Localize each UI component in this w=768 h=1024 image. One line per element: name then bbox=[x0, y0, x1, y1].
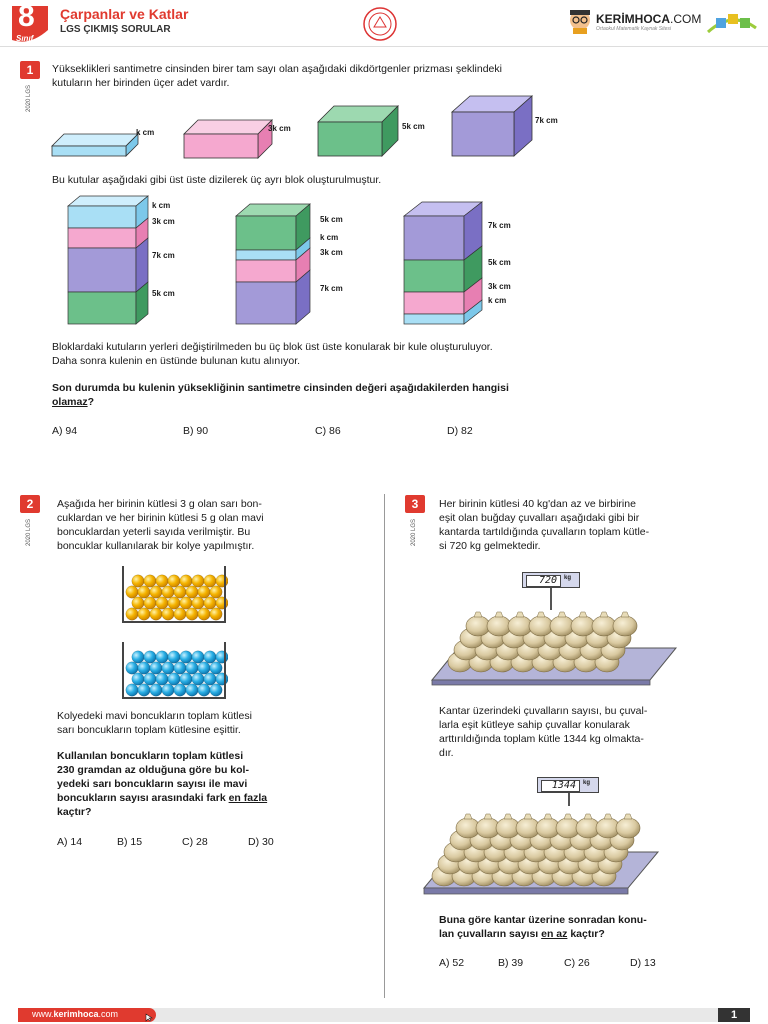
stack-3 bbox=[404, 202, 482, 324]
wheat-sack-icon bbox=[616, 814, 640, 838]
scale-display-1-value: 720 bbox=[538, 575, 557, 586]
q3-option-b[interactable]: B) 39 bbox=[498, 957, 524, 969]
bead bbox=[132, 575, 144, 587]
bead bbox=[132, 597, 144, 609]
q2-question-emphasis: en fazla bbox=[228, 792, 268, 804]
box-label-3k: 3k cm bbox=[268, 124, 291, 133]
wheat-sack-icon bbox=[571, 612, 595, 636]
bead bbox=[126, 662, 138, 674]
bead bbox=[174, 586, 186, 598]
q1-option-b[interactable]: B) 90 bbox=[183, 425, 209, 437]
q2-option-b[interactable]: B) 15 bbox=[117, 836, 143, 848]
bead bbox=[204, 651, 216, 663]
q1-question-emphasis: olamaz bbox=[52, 396, 88, 408]
header-title: Çarpanlar ve Katlar bbox=[60, 6, 189, 22]
stack3-label-5k: 5k cm bbox=[488, 258, 511, 267]
q2-line-4: boncuklar kullanılarak bir kolye yapılmıştır. bbox=[57, 540, 255, 552]
grade-number: 8 bbox=[18, 0, 35, 33]
bead bbox=[144, 597, 156, 609]
q1-desc-line2: Daha sonra kulenin en üstünde bulunan kutu alınıyor. bbox=[52, 355, 301, 367]
bead bbox=[162, 608, 174, 620]
wheat-sack-icon bbox=[550, 612, 574, 636]
question-1-year: 2020 LGS bbox=[26, 84, 32, 112]
bead bbox=[144, 651, 156, 663]
footer-url-suffix: .com bbox=[98, 1009, 119, 1019]
bead bbox=[168, 575, 180, 587]
bead bbox=[210, 586, 222, 598]
bead bbox=[210, 684, 222, 696]
bead bbox=[150, 684, 162, 696]
footer-url-prefix: www. bbox=[32, 1009, 54, 1019]
stack2-label-7k: 7k cm bbox=[320, 284, 343, 293]
bead bbox=[138, 662, 150, 674]
scale-display-2-screen bbox=[541, 780, 580, 792]
bead bbox=[150, 662, 162, 674]
brand-name bbox=[596, 12, 701, 26]
abc-blocks-icon bbox=[706, 8, 758, 36]
bead bbox=[216, 651, 228, 663]
scale-display-2-unit: kg bbox=[583, 780, 591, 786]
brand-name-main: KERİMHOCA bbox=[596, 12, 670, 26]
bead bbox=[192, 673, 204, 685]
q2-option-a[interactable]: A) 14 bbox=[57, 836, 83, 848]
q1-desc-line1: Bloklardaki kutuların yerleri değiştirilmeden bu üç blok üst üste konularak bir kule oluşturuluyor. bbox=[52, 341, 493, 353]
q3-option-c[interactable]: C) 26 bbox=[564, 957, 590, 969]
q1-boxes-figure bbox=[40, 92, 600, 164]
bead bbox=[180, 597, 192, 609]
bead bbox=[204, 575, 216, 587]
stack-1 bbox=[68, 196, 148, 324]
q3-middle-line-1: Kantar üzerindeki çuvalların sayısı, bu çuval- bbox=[439, 705, 648, 717]
scale-display-1-screen bbox=[526, 575, 561, 587]
q3-question-line-2-pre: lan çuvalların sayısı bbox=[439, 928, 542, 940]
wheat-sack-icon bbox=[613, 612, 637, 636]
q1-option-d[interactable]: D) 82 bbox=[447, 425, 473, 437]
bead bbox=[132, 673, 144, 685]
question-2-year: 2020 LGS bbox=[26, 518, 32, 546]
stack2-label-k: k cm bbox=[320, 233, 339, 242]
bead bbox=[210, 608, 222, 620]
bead bbox=[216, 575, 228, 587]
bead bbox=[150, 586, 162, 598]
teacher-mascot-icon bbox=[565, 6, 595, 36]
q3-question-emphasis: en az bbox=[541, 928, 568, 940]
q1-option-c[interactable]: C) 86 bbox=[315, 425, 341, 437]
bead bbox=[168, 651, 180, 663]
q2-after-line-1: Kolyedeki mavi boncukların toplam kütlesi bbox=[57, 710, 252, 722]
bead bbox=[204, 597, 216, 609]
box-label-5k: 5k cm bbox=[402, 122, 425, 131]
grade-label: Sınıf bbox=[16, 34, 34, 43]
question-3-year: 2020 LGS bbox=[411, 518, 417, 546]
stack1-label-7k: 7k cm bbox=[152, 251, 175, 260]
bead bbox=[198, 684, 210, 696]
bead bbox=[150, 608, 162, 620]
bead bbox=[126, 586, 138, 598]
stack-2 bbox=[236, 204, 310, 324]
bead bbox=[138, 586, 150, 598]
brand-name-suffix: .COM bbox=[670, 12, 702, 26]
bead bbox=[168, 673, 180, 685]
q1-stacks-figure bbox=[60, 194, 500, 334]
wheat-sack-icon bbox=[466, 612, 490, 636]
bead bbox=[156, 575, 168, 587]
bead bbox=[174, 608, 186, 620]
question-2-number: 2 bbox=[20, 495, 40, 513]
bead bbox=[138, 684, 150, 696]
bead bbox=[186, 608, 198, 620]
bead bbox=[162, 684, 174, 696]
q3-option-d[interactable]: D) 13 bbox=[630, 957, 656, 969]
bead bbox=[180, 673, 192, 685]
q1-question-mark: ? bbox=[87, 396, 95, 408]
q2-question-line-4 bbox=[57, 791, 267, 806]
q1-middle-text: Bu kutular aşağıdaki gibi üst üste dizilerek üç ayrı blok oluşturulmuştur. bbox=[52, 174, 382, 186]
scale-display-1-unit: kg bbox=[564, 575, 572, 581]
q2-question-line-3: yedeki sarı boncukların sayısı ile mavi bbox=[57, 778, 248, 790]
box-k bbox=[52, 134, 138, 156]
column-divider bbox=[384, 494, 385, 998]
bead bbox=[156, 673, 168, 685]
stack2-label-5k: 5k cm bbox=[320, 215, 343, 224]
header bbox=[0, 0, 768, 50]
q2-option-d[interactable]: D) 30 bbox=[248, 836, 274, 848]
q3-question-line-2 bbox=[439, 927, 605, 942]
wheat-sack-icon bbox=[487, 612, 511, 636]
footer-url[interactable] bbox=[32, 1009, 118, 1019]
box-5k bbox=[318, 106, 398, 156]
blue-beads-container bbox=[120, 640, 228, 702]
box-3k bbox=[184, 120, 272, 158]
scale-display-1 bbox=[522, 572, 580, 588]
q1-intro-line2: kutuların her birinden üçer adet vardır. bbox=[52, 77, 230, 89]
footer-url-brand: kerimhoca bbox=[53, 1009, 99, 1019]
brand-tagline: Ortaokul Matematik Kaynak Sitesi bbox=[596, 26, 672, 32]
bead bbox=[186, 662, 198, 674]
q1-intro-line1: Yükseklikleri santimetre cinsinden birer tam sayı olan aşağıdaki dikdörtgenler prizması şeklindeki bbox=[52, 63, 502, 75]
bead bbox=[132, 651, 144, 663]
bead bbox=[210, 662, 222, 674]
ministry-seal-icon bbox=[362, 6, 398, 42]
q3-middle-line-4: dır. bbox=[439, 747, 454, 759]
bead bbox=[192, 651, 204, 663]
q2-question-line-5: kaçtır? bbox=[57, 806, 92, 818]
q3-line-1: Her birinin kütlesi 40 kg'dan az ve birbirine bbox=[439, 498, 636, 510]
bead bbox=[156, 651, 168, 663]
q2-line-3: boncuklardan yeterli sayıda verilmiştir. Bu bbox=[57, 526, 251, 538]
bead bbox=[162, 662, 174, 674]
stack2-label-3k: 3k cm bbox=[320, 248, 343, 257]
bead bbox=[138, 608, 150, 620]
q3-line-4: si 720 kg gelmektedir. bbox=[439, 540, 541, 552]
bead bbox=[168, 597, 180, 609]
q1-option-a[interactable]: A) 94 bbox=[52, 425, 78, 437]
q1-question-line1: Son durumda bu kulenin yüksekliğinin santimetre cinsinden değeri aşağıdakilerden hangisi bbox=[52, 382, 509, 394]
bead bbox=[204, 673, 216, 685]
bead bbox=[144, 673, 156, 685]
stack1-label-k: k cm bbox=[152, 201, 171, 210]
scale-display-2 bbox=[537, 777, 599, 793]
bead bbox=[186, 684, 198, 696]
box-7k bbox=[452, 96, 532, 156]
q1-question-line2 bbox=[52, 395, 94, 410]
q3-middle-line-3: arttırıldığında toplam kütle 1344 kg olmakta- bbox=[439, 733, 644, 745]
q2-line-1: Aşağıda her birinin kütlesi 3 g olan sarı bon- bbox=[57, 498, 262, 510]
bead bbox=[198, 662, 210, 674]
q2-question-line-2: 230 gramdan az olduğuna göre bu kol- bbox=[57, 764, 249, 776]
bead bbox=[198, 608, 210, 620]
q2-question-line-4-text: boncukların sayısı arasındaki fark bbox=[57, 792, 229, 804]
page-number: 1 bbox=[730, 1009, 738, 1021]
box-label-k: k cm bbox=[136, 128, 155, 137]
bead bbox=[216, 597, 228, 609]
bead bbox=[126, 684, 138, 696]
q2-line-2: cuklardan ve her birinin kütlesi 5 g olan mavi bbox=[57, 512, 264, 524]
box-label-7k: 7k cm bbox=[535, 116, 558, 125]
q3-question-line-2-post: kaçtır? bbox=[567, 928, 605, 940]
header-subtitle: LGS ÇIKMIŞ SORULAR bbox=[60, 24, 171, 35]
q3-line-2: eşit olan buğday çuvalları aşağıdaki gibi bir bbox=[439, 512, 640, 524]
wheat-sack-icon bbox=[529, 612, 553, 636]
bead bbox=[174, 684, 186, 696]
stack3-label-k: k cm bbox=[488, 296, 507, 305]
bead bbox=[192, 597, 204, 609]
stack1-label-5k: 5k cm bbox=[152, 289, 175, 298]
q3-question-line-1: Buna göre kantar üzerine sonradan konu- bbox=[439, 914, 647, 926]
stack3-label-3k: 3k cm bbox=[488, 282, 511, 291]
q2-after-line-2: sarı boncukların toplam kütlesine eşittir. bbox=[57, 724, 241, 736]
bead bbox=[216, 673, 228, 685]
bead bbox=[174, 662, 186, 674]
bead bbox=[192, 575, 204, 587]
question-1-number: 1 bbox=[20, 61, 40, 79]
bead bbox=[156, 597, 168, 609]
cursor-icon bbox=[145, 1013, 153, 1022]
scale-display-2-value: 1344 bbox=[551, 780, 576, 791]
stack1-label-3k: 3k cm bbox=[152, 217, 175, 226]
wheat-sack-icon bbox=[592, 612, 616, 636]
bead bbox=[180, 651, 192, 663]
bead bbox=[126, 608, 138, 620]
wheat-sack-icon bbox=[508, 612, 532, 636]
q2-question-line-1: Kullanılan boncukların toplam kütlesi bbox=[57, 750, 244, 762]
bead bbox=[162, 586, 174, 598]
bead bbox=[144, 575, 156, 587]
bead bbox=[180, 575, 192, 587]
stack3-label-7k: 7k cm bbox=[488, 221, 511, 230]
header-divider bbox=[0, 46, 768, 47]
question-3-number: 3 bbox=[405, 495, 425, 513]
bead bbox=[186, 586, 198, 598]
q3-option-a[interactable]: A) 52 bbox=[439, 957, 465, 969]
q3-line-3: kantarda tartıldığında çuvalların toplam kütle- bbox=[439, 526, 650, 538]
q2-option-c[interactable]: C) 28 bbox=[182, 836, 208, 848]
bead bbox=[198, 586, 210, 598]
q3-middle-line-2: larla eşit kütleye sahip çuvallar konularak bbox=[439, 719, 630, 731]
yellow-beads-container bbox=[120, 564, 228, 626]
